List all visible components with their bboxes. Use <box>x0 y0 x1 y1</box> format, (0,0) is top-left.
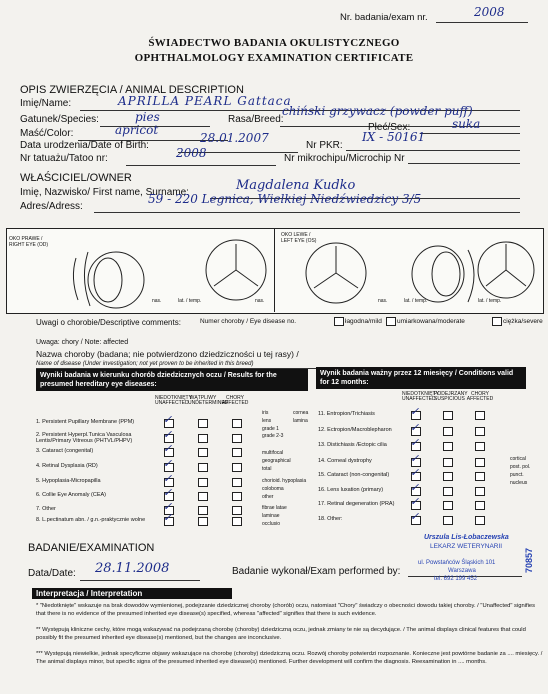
pkr-value: IX - 50161 <box>362 130 426 144</box>
species-value: pies <box>135 110 160 124</box>
sex-label: Płeć/Sex: <box>368 122 411 133</box>
exam-section-title: BADANIE/EXAMINATION <box>28 542 155 554</box>
hered-checkbox-tick-r8: ✓ <box>163 511 173 524</box>
interpretation-p2: ** Występują kliniczne cechy, które mogą wskazywać na podejrzaną chorobę (choroby) dziedziczną oczu, jednak zmiany te nie są decydujące. / The animal displays clinical features that could possibly fit the presumed inherited eye disease(s) mentioned, but the changes are inconclusive. <box>36 627 526 641</box>
valid-checkbox-r3-c2[interactable] <box>443 442 453 451</box>
stamp-line4: tel. 692 199 452 <box>434 576 478 582</box>
valid-checkbox-tick-r3: ✓ <box>410 436 420 449</box>
sub-total: total <box>262 466 272 472</box>
valid-item-12: 12. Ectropion/Macroblepharon <box>318 427 392 433</box>
hered-checkbox-r1-c3[interactable] <box>232 419 242 428</box>
exam-date-label: Data/Date: <box>28 568 76 579</box>
dob-label: Data urodzenia/Date of Birth: <box>20 140 149 151</box>
valid-checkbox-r1-c3[interactable] <box>475 411 485 420</box>
hered-checkbox-tick-r4: ✓ <box>163 457 173 470</box>
right-eye-label: OKO PRAWE / RIGHT EYE (OD) <box>9 236 49 248</box>
right-lat-temp: lat. / temp. <box>178 298 202 304</box>
left-lat-temp-2: lat. / temp. <box>478 298 502 304</box>
exam-performed-label: Badanie wykonał/Exam performed by: <box>232 566 401 577</box>
tattoo-label: Nr tatuażu/Tatoo nr: <box>20 153 108 164</box>
right-nas-2: nas. <box>152 298 162 304</box>
breed-label: Rasa/Breed: <box>228 114 284 125</box>
valid-item-17: 17. Retinal degeneration (PRA) <box>318 501 395 507</box>
valid-checkbox-r4-c2[interactable] <box>443 458 453 467</box>
address-label: Adres/Adress: <box>20 201 83 212</box>
valid-checkbox-r6-c2[interactable] <box>443 487 453 496</box>
mild-label: łagodna/mild <box>345 318 382 325</box>
disease-no-label: Numer choroby / Eye disease no. <box>200 318 297 325</box>
sub-lens: lens <box>262 418 272 424</box>
left-eye-label: OKO LEWE / LEFT EYE (OS) <box>281 232 317 244</box>
valid-item-13: 13. Distichiasis /Ectopic cilia <box>318 442 387 448</box>
name-label: Imię/Name: <box>20 98 72 109</box>
sub-grade1: grade 1 <box>262 426 279 432</box>
owner-name-label: Imię, Nazwisko/ First name, Surname: <box>20 187 189 198</box>
hered-item-4: 4. Retinal Dysplasia (RD) <box>36 463 98 469</box>
sub-lamina: lamina <box>293 418 308 424</box>
valid-checkbox-tick-r2: ✓ <box>410 421 420 434</box>
hered-checkbox-r6-c2[interactable] <box>198 492 208 501</box>
valid-item-15: 15. Cataract (non-congenital) <box>318 472 390 478</box>
hered-checkbox-r4-c2[interactable] <box>198 463 208 472</box>
valid-checkbox-tick-r6: ✓ <box>410 481 420 494</box>
hered-checkbox-r2-c3[interactable] <box>232 434 242 443</box>
valid-checkbox-r8-c2[interactable] <box>443 516 453 525</box>
moderate-label: umiarkowana/moderate <box>397 318 465 325</box>
valid-col-affected: CHORY AFFECTED <box>466 391 494 402</box>
hered-item-2: 2. Persistent Hyperpl.Tunica Vasculosa Lentis/Primary Vitreous (PHTVL/PHPV) <box>36 432 133 444</box>
left-lat-temp: lat. / temp. <box>404 298 428 304</box>
stamp-side-number: 70857 <box>524 548 534 574</box>
hered-checkbox-tick-r2: ✓ <box>163 428 173 441</box>
hered-checkbox-tick-r5: ✓ <box>163 472 173 485</box>
valid-checkbox-r1-c2[interactable] <box>443 411 453 420</box>
hered-checkbox-r7-c3[interactable] <box>232 506 242 515</box>
sub-punct: punct. <box>510 472 524 478</box>
hered-item-8: 8. L.pectinatum abn. / g.n.-praktycznie wolne <box>36 517 146 523</box>
disease-name-label: Nazwa choroby (badana; nie potwierdzono dziedziczności u tej rasy) / <box>36 349 299 359</box>
stamp-line3: Warszawa <box>448 568 476 574</box>
valid12-title: Wynik badania ważny przez 12 miesięcy / Conditions valid for 12 months: <box>316 367 526 389</box>
severe-label: ciężka/severe <box>503 318 543 325</box>
hered-col-affected: CHORY AFFECTED <box>222 395 249 406</box>
owner-section-title: WŁAŚCICIEL/OWNER <box>20 172 132 184</box>
valid-checkbox-tick-r7: ✓ <box>410 495 420 508</box>
sub-nucleus: nucleus <box>510 480 528 486</box>
hered-checkbox-r3-c2[interactable] <box>198 448 208 457</box>
left-nas: nas. <box>378 298 388 304</box>
hered-checkbox-tick-r3: ✓ <box>163 442 173 455</box>
valid-item-14: 14. Corneal dystrophy <box>318 458 372 464</box>
moderate-checkbox[interactable] <box>386 317 396 326</box>
animal-section-title: OPIS ZWIERZĘCIA / ANIMAL DESCRIPTION <box>20 84 244 96</box>
valid-checkbox-r5-c3[interactable] <box>475 472 485 481</box>
stamp-line2: ul. Powstańców Śląskich 101 <box>418 560 496 566</box>
hered-checkbox-r5-c3[interactable] <box>232 478 242 487</box>
sub-laminae: laminae <box>262 513 280 519</box>
hered-item-7: 7. Other <box>36 506 56 512</box>
disease-name-en: Name of disease (Under investigation; not yet proven to be inherited in this breed) <box>36 361 254 367</box>
exam-no-value: 2008 <box>474 5 505 19</box>
right-nas: nas. <box>255 298 265 304</box>
name-value: APRILLA PEARL Gattaca <box>118 94 292 108</box>
hered-checkbox-r8-c3[interactable] <box>232 517 242 526</box>
hered-checkbox-r2-c2[interactable] <box>198 434 208 443</box>
hered-checkbox-r8-c2[interactable] <box>198 517 208 526</box>
exam-no-label: Nr. badania/exam nr. <box>340 12 428 23</box>
hered-checkbox-r7-c2[interactable] <box>198 506 208 515</box>
sub-iris: iris <box>262 410 269 416</box>
valid-checkbox-r4-c3[interactable] <box>475 458 485 467</box>
color-label: Maść/Color: <box>20 128 74 139</box>
hered-checkbox-r5-c2[interactable] <box>198 478 208 487</box>
valid-checkbox-tick-r8: ✓ <box>410 510 420 523</box>
valid-checkbox-r8-c3[interactable] <box>475 516 485 525</box>
sub-chorioid: chorioid. hypoplasia <box>262 478 307 484</box>
valid-checkbox-r7-c3[interactable] <box>475 501 485 510</box>
hered-item-1: 1. Persistent Pupillary Membrane (PPM) <box>36 419 135 425</box>
sub-coloboma: coloboma <box>262 486 284 492</box>
hered-checkbox-tick-r7: ✓ <box>163 500 173 513</box>
title-en: OPHTHALMOLOGY EXAMINATION CERTIFICATE <box>134 52 414 64</box>
microchip-label: Nr mikrochipu/Microchip Nr <box>284 153 405 164</box>
interpretation-title: Interpretacja / Interpretation <box>32 588 232 599</box>
valid-checkbox-r6-c3[interactable] <box>475 487 485 496</box>
tattoo-value: 2008 <box>176 146 207 160</box>
owner-name-value: Magdalena Kudko <box>236 178 356 193</box>
sub-cea-other: other <box>262 494 274 500</box>
hered-col-unaffected: NIEDOTKNIĘTY UNAFFECTED <box>155 395 192 406</box>
pkr-label: Nr PKR: <box>306 140 343 151</box>
valid-item-11: 11. Entropion/Trichiasis <box>318 411 375 417</box>
hered-item-6: 6. Collie Eye Anomaly (CEA) <box>36 492 106 498</box>
species-label: Gatunek/Species: <box>20 114 99 125</box>
hered-col-undetermined: WĄTPLIWY UNDETERMINED <box>188 395 229 406</box>
sub-occlusio: occlusio <box>262 521 281 527</box>
interpretation-p1: * "Niedotknięte" wskazuje na brak dowodów wymienionej, podejrzanie dziedzicznej choroby (chorób) oczu, natomiast "Chory" świadczy o obecności dowodu takiej choroby. / "Unaffected" signifies that there is no evidence of the presumed inherited eye disease(s) specified, whereas "affected" signifies that there is such evidence. <box>36 603 536 617</box>
hered-checkbox-r6-c3[interactable] <box>232 492 242 501</box>
hered-item-5: 5. Hypoplasia-Micropapilla <box>36 478 101 484</box>
dob-value: 28.01.2007 <box>200 131 269 145</box>
stamp-line1: LEKARZ WETERYNARII <box>430 543 503 550</box>
valid-checkbox-r3-c3[interactable] <box>475 442 485 451</box>
sub-multifocal: multifocal <box>262 450 284 456</box>
breed-value: chiński grzywacz (powder puff) <box>282 104 473 118</box>
sub-fibrae: fibrae latae <box>262 505 287 511</box>
comments-label: Uwagi o chorobie/Descriptive comments: <box>36 318 181 327</box>
valid-checkbox-r2-c3[interactable] <box>475 427 485 436</box>
color-value: apricot <box>115 123 159 137</box>
exam-date-value: 28.11.2008 <box>95 561 170 576</box>
hered-checkbox-r1-c2[interactable] <box>198 419 208 428</box>
hereditary-title: Wyniki badania w kierunku chorób dziedzicznych oczu / Results for the presumed hereditary eye diseases: <box>36 369 308 391</box>
sub-postpol: post. pol. <box>510 464 531 470</box>
valid-checkbox-r5-c2[interactable] <box>443 472 453 481</box>
sex-value: suka <box>452 117 481 131</box>
hered-checkbox-tick-r1: ✓ <box>163 413 173 426</box>
sub-cornea: cornea <box>293 410 309 416</box>
stamp-signature: Urszula Lis-Łobaczewska <box>424 534 509 541</box>
valid-item-18: 18. Other: <box>318 516 343 522</box>
valid-checkbox-r2-c2[interactable] <box>443 427 453 436</box>
hered-checkbox-tick-r6: ✓ <box>163 486 173 499</box>
affected-note: Uwaga: chory / Note: affected <box>36 339 129 346</box>
hered-checkbox-r4-c3[interactable] <box>232 463 242 472</box>
valid-col-unaffected: NIEDOTKNIĘTY UNAFFECTED <box>402 391 439 402</box>
hered-item-3: 3. Cataract (congenital) <box>36 448 94 454</box>
title-pl: ŚWIADECTWO BADANIA OKULISTYCZNEGO <box>148 37 400 49</box>
sub-grade23: grade 2-3 <box>262 433 284 439</box>
mild-checkbox[interactable] <box>334 317 344 326</box>
valid-col-suspicious: PODEJRZANY SUSPICIOUS <box>434 391 468 402</box>
valid-checkbox-tick-r5: ✓ <box>410 466 420 479</box>
address-value: 59 - 220 Legnica, Wielkiej Niedźwiedzicy 3/5 <box>148 192 422 206</box>
valid-item-16: 16. Lens luxation (primary) <box>318 487 384 493</box>
interpretation-p3: *** Występują niewielkie, jednak specyficzne objawy wskazujące na chorobę (choroby) dziedziczną oczu. Rozwój choroby potwierdzi rozpoznanie. Konieczne jest powtórne badanie za .... miesięcy. / The animal displays minor, but specific signs of the presumed inherited eye disease(s) mentioned. Further development will confirm the diagnosis. Reexamination in .... months. <box>36 651 543 665</box>
sub-geographical: geographical <box>262 458 291 464</box>
hered-checkbox-r3-c3[interactable] <box>232 448 242 457</box>
severe-checkbox[interactable] <box>492 317 502 326</box>
valid-checkbox-r7-c2[interactable] <box>443 501 453 510</box>
sub-cortical: cortical <box>510 456 526 462</box>
eye-diagrams <box>6 228 542 312</box>
valid-checkbox-tick-r1: ✓ <box>410 405 420 418</box>
valid-checkbox-tick-r4: ✓ <box>410 452 420 465</box>
